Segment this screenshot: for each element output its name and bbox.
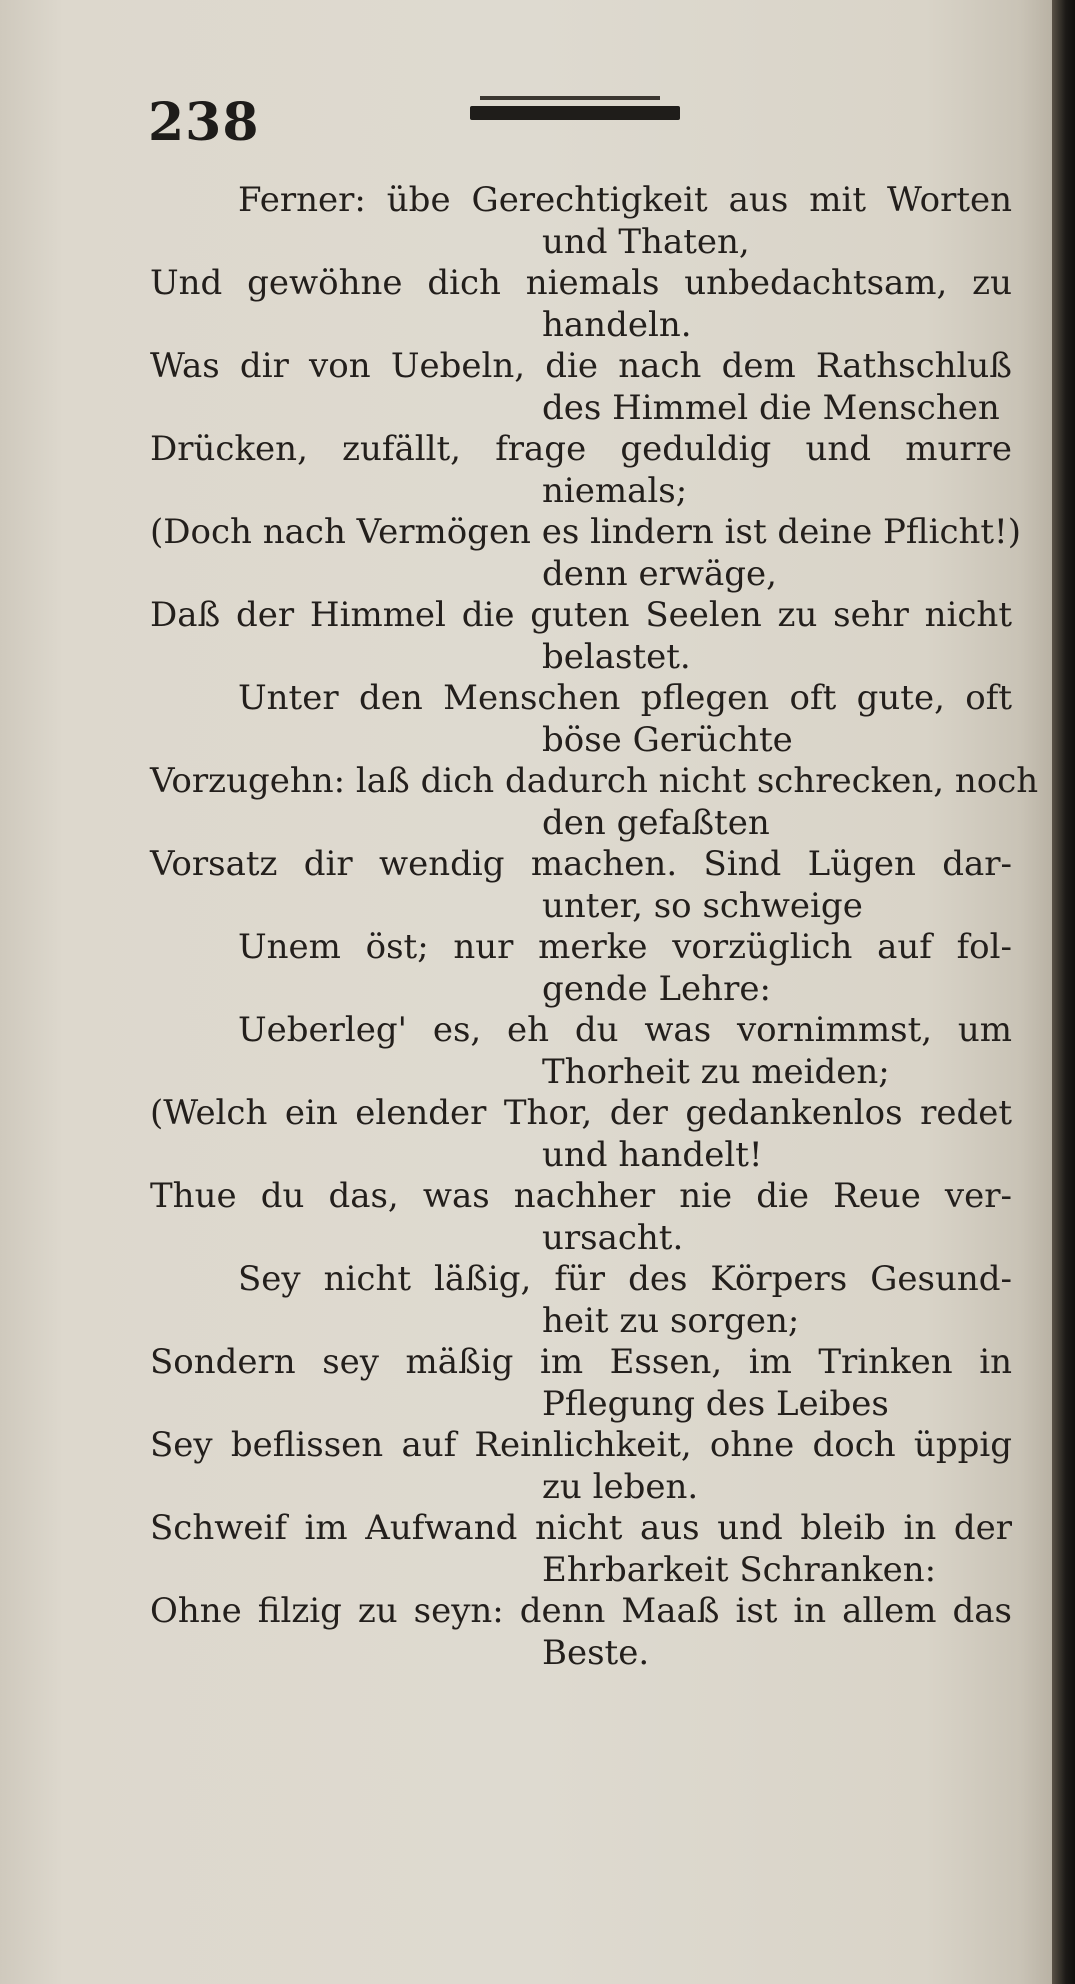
text-line: (Welch ein elender Thor, der gedankenlos redet: [150, 1093, 1012, 1133]
text-line: zu leben.: [542, 1466, 699, 1507]
text-line: ursacht.: [542, 1217, 684, 1258]
text-line: Pflegung des Leibes: [542, 1383, 889, 1424]
text-line: Daß der Himmel die guten Seelen zu sehr nicht: [150, 595, 1012, 635]
text-line: Sey beflissen auf Reinlichkeit, ohne doch üppig: [150, 1425, 1012, 1465]
text-line: Thue du das, was nachher nie die Reue ver-: [150, 1176, 1012, 1216]
text-line: Beste.: [542, 1632, 650, 1673]
text-line: Ehrbarkeit Schranken:: [542, 1549, 937, 1590]
text-line: Vorsatz dir wendig machen. Sind Lügen dar-: [150, 844, 1012, 884]
book-spine-shadow: [1052, 0, 1075, 1984]
header-rule: [470, 106, 680, 120]
text-line: Und gewöhne dich niemals unbedachtsam, zu: [150, 263, 1012, 303]
text-line: handeln.: [542, 304, 692, 345]
text-line: Was dir von Uebeln, die nach dem Rathschluß: [150, 346, 1012, 386]
text-line: Unter den Menschen pflegen oft gute, oft: [238, 678, 1012, 718]
text-line: Drücken, zufällt, frage geduldig und murre: [150, 429, 1012, 469]
text-line: Unem öst; nur merke vorzüglich auf fol-: [238, 927, 1012, 967]
text-line: belastet.: [542, 636, 691, 677]
text-line: Ohne filzig zu seyn: denn Maaß ist in allem das: [150, 1591, 1012, 1631]
text-line: böse Gerüchte: [542, 719, 793, 760]
text-line: Schweif im Aufwand nicht aus und bleib in der: [150, 1508, 1012, 1548]
text-line: unter, so schweige: [542, 885, 863, 926]
text-line: (Doch nach Vermögen es lindern ist deine Pflicht!): [150, 512, 1021, 552]
text-line: niemals;: [542, 470, 688, 511]
text-line: Sey nicht läßig, für des Körpers Gesund-: [238, 1259, 1012, 1299]
text-line: Ferner: übe Gerechtigkeit aus mit Worten: [238, 180, 1012, 220]
text-line: den gefaßten: [542, 802, 770, 843]
text-line: gende Lehre:: [542, 968, 771, 1009]
poem-text: [150, 180, 1039, 1674]
page-number: 238: [148, 92, 260, 153]
text-line: Thorheit zu meiden;: [542, 1051, 890, 1092]
text-line: Ueberleg' es, eh du was vornimmst, um: [238, 1010, 1012, 1050]
text-line: denn erwäge,: [542, 553, 777, 594]
text-line: und handelt!: [542, 1134, 763, 1175]
text-line: Sondern sey mäßig im Essen, im Trinken in: [150, 1342, 1012, 1382]
text-line: heit zu sorgen;: [542, 1300, 800, 1341]
text-line: Vorzugehn: laß dich dadurch nicht schrecken, noch: [150, 761, 1039, 801]
text-line: und Thaten,: [542, 221, 750, 262]
text-line: des Himmel die Menschen: [542, 387, 1000, 428]
